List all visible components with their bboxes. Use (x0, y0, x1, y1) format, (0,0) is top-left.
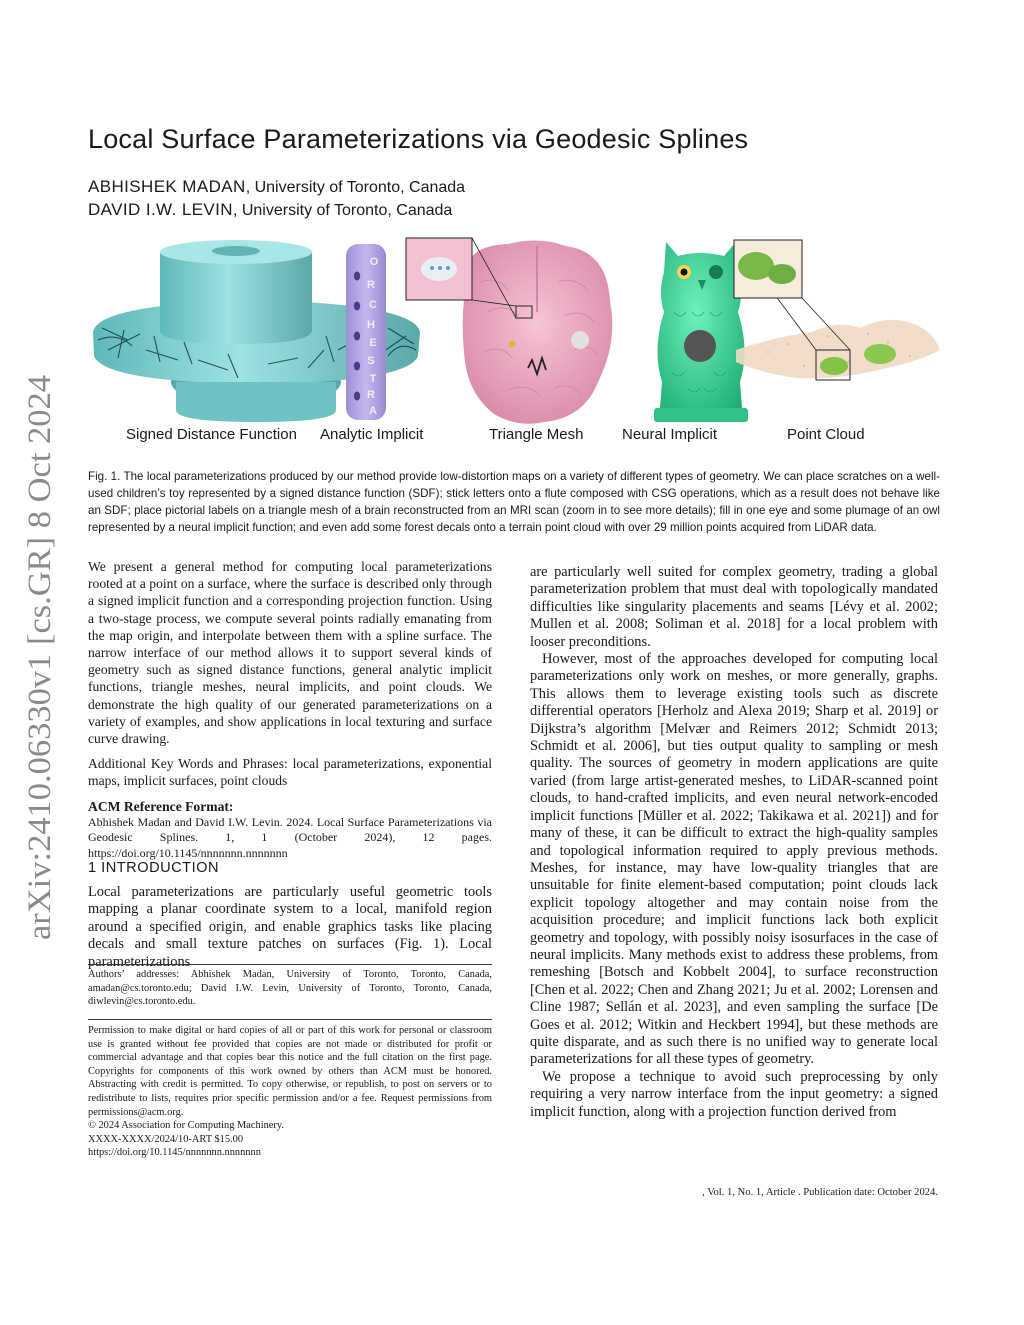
flute-letter: E (369, 337, 377, 349)
author-affiliation: , University of Toronto, Canada (245, 179, 466, 196)
figure-label: Neural Implicit (622, 426, 718, 443)
right-column (530, 564, 938, 1121)
figure-label: Analytic Implicit (320, 426, 424, 443)
figure-label: Triangle Mesh (489, 426, 584, 443)
flute-letter: C (369, 299, 377, 311)
right-paragraph: are particularly well suited for complex geometry, trading a global parameterization problem that must deal with topologically mandated difficulties like singularity placements and seams [Lévy et al. 2002; Mullen et al. 2008; Soliman et al. 2018] for a local problem with looser preconditions. (530, 564, 938, 650)
arxiv-identifier: arXiv:2410.06330v1 [cs.GR] 8 Oct 2024 (22, 399, 58, 940)
terrain-point-cloud-render (734, 240, 940, 380)
left-column (88, 558, 492, 862)
flute-letter: R (367, 279, 375, 291)
section-heading-introduction: 1 INTRODUCTION (88, 860, 220, 876)
forest-decal (864, 344, 896, 364)
authors-addresses (88, 968, 492, 1009)
figure-label: Signed Distance Function (126, 426, 297, 443)
teaser-figure (88, 232, 940, 450)
analytic-flute-render (346, 244, 386, 420)
flute-letter: T (369, 373, 377, 385)
author-affiliation: , University of Toronto, Canada (232, 202, 453, 219)
author-line (88, 177, 465, 197)
copyright-text: © 2024 Association for Computing Machinery. (88, 1120, 284, 1132)
permission-text: Permission to make digital or hard copies of all or part of this work for personal or classroom use is granted without fee provided that copies are not made or distributed for profit or commercial advantage and that copies bear this notice and the full citation on the first page. Copyrights for components of this work owned by others than ACM must be honored. Abstracting with credit is permitted. To copy otherwise, or republish, to post on servers or to redistribute to lists, requires prior specific permission and/or a fee. Request permissions from permissions@acm.org. (88, 1025, 492, 1118)
paper-title: Local Surface Parameterizations via Geodesic Splines (88, 124, 749, 154)
author-name: ABHISHEK MADAN (88, 177, 246, 196)
permission-rule (88, 1019, 492, 1020)
abstract: We present a general method for computing local parameterizations rooted at a point on a surface, where the surface is described only through a signed implicit function and a corresponding projection function. Using a two-stage process, we compute several points radially emanating from the map origin, and interpolate between them with a spline surface. The narrow interface of our method allows it to support several kinds of geometry such as signed distance functions, general analytic implicit functions, triangle meshes, neural implicits, and point clouds. We demonstrate the high quality of our generated parameterizations on a variety of examples, and show applications in local texturing and surface curve drawing. (88, 559, 492, 747)
brain-label-decal (571, 331, 589, 349)
flute-letter: S (367, 355, 375, 367)
arxiv-side-stamp (14, 370, 62, 940)
footnote-rule (88, 964, 492, 965)
intro-paragraph (88, 884, 492, 971)
flute-letter: O (369, 256, 379, 268)
forest-decal (820, 357, 848, 375)
author-line (88, 200, 452, 220)
flute-letter: A (369, 405, 377, 417)
brain-mesh-render (406, 238, 612, 424)
intro-text: Local parameterizations are particularly useful geometric tools mapping a planar coordinate system to a local, manifold region around a specified origin, and enable graphics tasks like placing decals and small texture patches on surfaces (Fig. 1). Local parameterizations (88, 884, 492, 970)
acm-reference: Abhishek Madan and David I.W. Levin. 2024. Local Surface Parameterizations via Geodesic Splines. 1, 1 (October 2024), 12 pages. https://doi.org/10.1145/nnnnnnn.nnnnnnn (88, 814, 492, 861)
right-paragraph: However, most of the approaches developed for computing local parameterizations only work on meshes, or more generally, graphs. This allows them to leverage existing tools such as discrete differential operators [Herholz and Alexa 2019; Sharp et al. 2019] or Dijkstra’s algorithm [Melvær and Reimers 2012; Schmidt 2013; Schmidt et al. 2006], but ties output quality to sampling or mesh quality. The sources of geometry in modern applications are quite varied (from large artist-generated meshes, to LiDAR-scanned point clouds, to hand-crafted implicits, and even neural network-encoded implicit functions [Müller et al. 2022; Takikawa et al. 2021]) and for many of these, it can be difficult to extract the high-quality samples and topological information required to apply previous methods. Meshes, for instance, may have low-quality triangles that are unsuitable for finite element-based computation; point clouds lack explicit topology altogether and may contain noise from the acquisition procedure; and implicit functions lack both explicit geometry and topology, with possibly noisy isosurfaces in the case of neural implicits. Many methods exist to address these problems, from remeshing [Botsch and Kobbelt 2004], to surface reconstruction [Chen et al. 2022; Chen and Zhang 2021; Ju et al. 2002; Lorensen and Cline 1987; Sellán et al. 2023], and even sampling the surface [De Goes et al. 2012; Witkin and Heckbert 1994], but these methods are quite disparate, and as such there is no unified way to generate local parameterizations for all these types of geometry. (530, 651, 938, 1068)
permission-block (88, 1024, 492, 1160)
flute-body (346, 244, 386, 420)
authors-addresses-text: Authors’ addresses: Abhishek Madan, University of Toronto, Toronto, Canada, amadan@cs.toronto.edu; David I.W. Levin, University of Toronto, Toronto, Canada, diwlevin@cs.toronto.edu. (88, 969, 492, 1008)
author-name: DAVID I.W. LEVIN (88, 200, 233, 219)
right-paragraph: We propose a technique to avoid such preprocessing by only requiring a very narrow interface from the input geometry: a signed implicit function, along with a projection function derived from (530, 1068, 938, 1120)
figure-caption: Fig. 1. The local parameterizations produced by our method provide low-distortion maps on a variety of different types of geometry. We can place scratches on a well-used children’s toy represented by a signed distance function (SDF); stick letters onto a flute composed with CSG operations, which as a result does not behave like an SDF; place pictorial labels on a triangle mesh of a brain reconstructed from an MRI scan (zoom in to see more details); fill in one eye and some plumage of an owl represented by a neural implicit function; and even add some forest decals onto a terrain point cloud with over 29 million points acquired from LiDAR data. (88, 470, 940, 534)
flute-letter: H (367, 319, 375, 331)
issn-text: XXXX-XXXX/2024/10-ART $15.00 (88, 1133, 244, 1145)
flute-letter: R (367, 389, 375, 401)
doi-link[interactable]: https://doi.org/10.1145/nnnnnnn.nnnnnnn (88, 1147, 261, 1159)
keywords: Additional Key Words and Phrases: local parameterizations, exponential maps, implicit surfaces, point clouds (88, 756, 492, 789)
figure-label: Point Cloud (787, 426, 865, 443)
page-footer: , Vol. 1, No. 1, Article . Publication date: October 2024. (702, 1187, 938, 1198)
acm-reference-heading: ACM Reference Format: (88, 798, 234, 814)
owl-plumage-decal (684, 330, 716, 362)
